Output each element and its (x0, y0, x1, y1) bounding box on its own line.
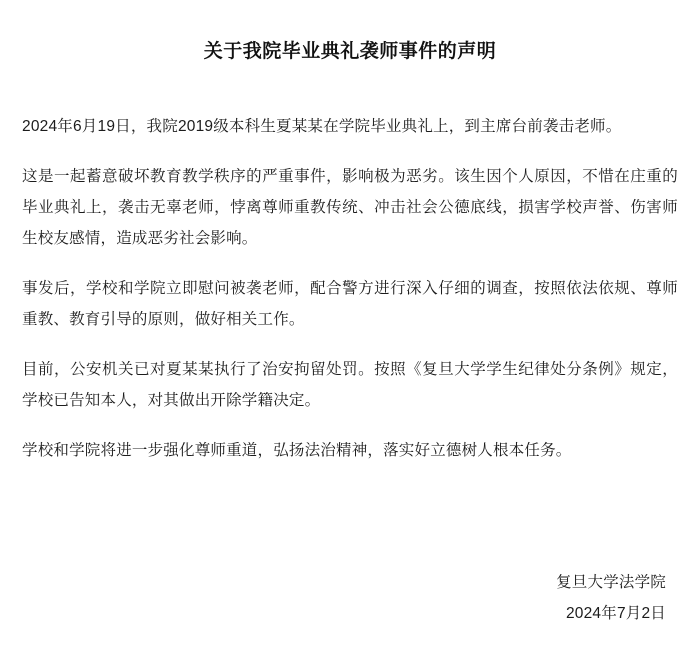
paragraph-3: 事发后，学校和学院立即慰问被袭老师，配合警方进行深入仔细的调查，按照依法依规、尊师重教、教育引导的原则，做好相关工作。 (22, 279, 678, 328)
page-title: 关于我院毕业典礼袭师事件的声明 (203, 41, 497, 62)
paragraph-4: 目前，公安机关已对夏某某执行了治安拘留处罚。按照《复旦大学学生纪律处分条例》规定，学校已告知本人，对其做出开除学籍决定。 (22, 360, 678, 409)
signature-block (22, 567, 678, 629)
paragraph-1: 2024年6月19日，我院2019级本科生夏某某在学院毕业典礼上，到主席台前袭击老师。 (22, 117, 622, 135)
signature-date: 2024年7月2日 (565, 605, 666, 622)
signature-organization: 复旦大学法学院 (556, 574, 666, 591)
paragraph-2: 这是一起蓄意破坏教育教学秩序的严重事件，影响极为恶劣。该生因个人原因，不惜在庄重的毕业典礼上，袭击无辜老师，悖离尊师重教传统、冲击社会公德底线，损害学校声誉、伤害师生校友感情，造成恶劣社会影响。 (22, 167, 678, 247)
paragraph-5: 学校和学院将进一步强化尊师重道，弘扬法治精神，落实好立德树人根本任务。 (22, 441, 572, 459)
document-body (22, 111, 678, 540)
